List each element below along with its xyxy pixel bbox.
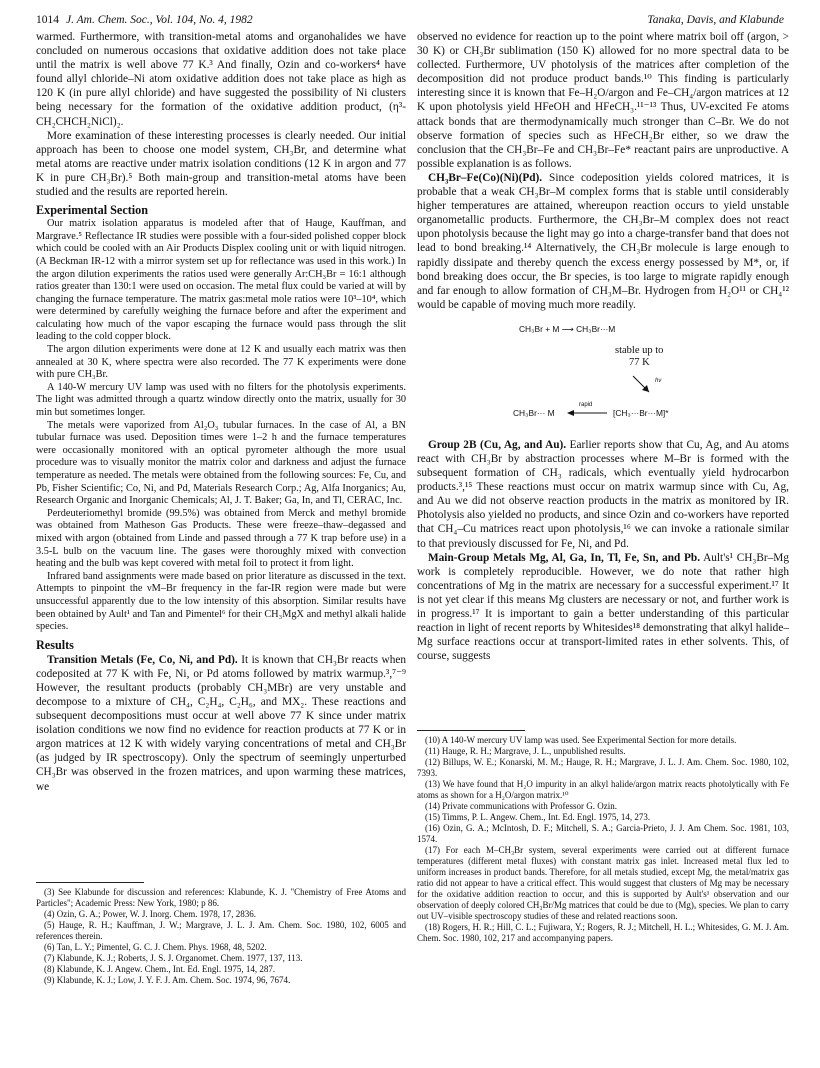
body-paragraph xyxy=(417,551,789,664)
experimental-paragraph: Our matrix isolation apparatus is modeled after that of Hauge, Kauffman, and Margrave.⁵ Reflectance IR studies were possible with a four-sided polished copper block which could be cooled with an Air Products Displex cooling unit or with liquid nitrogen. (A Beckman IR-12 with a mirror system set up for reflectance was used in this work.) In the argon dilution experiments the ratios used were generally Ar:CH₃Br = 16:1 although ratios greater than 130:1 were used on occasion. The metal flux could be varied at will by changing the furnace temperature. The matrix gas:metal mole ratios were 10³–10⁴, which were determined by carefully weighing the furnace before and after the experiment and calculating how much of the vapor escaping the furnace would pass through the slit leading to the cold copper block. xyxy=(36,218,406,343)
footnote-list xyxy=(417,735,789,944)
body-text: Since codeposition yields colored matrices, it is probable that a weak CH₃Br–M complex forms that is stable until considerably higher temperatures are attained, whereupon reaction occurs to yield unstable organometallic products. Furthermore, the CH₃Br–M complex does not react upon photolysis because the light may go into a charge-transfer band that does not lead to bond breaking.¹⁴ Alternatively, the CH₃Br molecule is large enough to rapidly dissipate and thereby quench the excess energy possessed by M*, or, if bond breaking does occur, the Br species, is too large to migrate rapidly enough and far enough to allow formation of CH₃M–Br. Hydrogen from H₂O¹¹ or CH₄¹² would be capable of moving much more readily. xyxy=(417,171,789,311)
footnote: (8) Klabunde, K. J. Angew. Chem., Int. Ed. Engl. 1975, 14, 287. xyxy=(44,964,276,974)
footnote: (6) Tan, L. Y.; Pimentel, G. C. J. Chem. Phys. 1968, 48, 5202. xyxy=(44,942,267,952)
page-number: 1014 xyxy=(36,14,59,26)
scheme-stable-label: stable up to xyxy=(615,344,664,356)
footnote-rule xyxy=(36,882,144,883)
footnote: (16) Ozin, G. A.; McIntosh, D. F.; Mitchell, S. A.; Garcia-Prieto, J. J. Am Chem. Soc. 1981, 103, 1574. xyxy=(417,823,789,844)
subsection-runin: Group 2B (Cu, Ag, and Au). xyxy=(428,438,567,451)
subsection-runin: CH₃Br–Fe(Co)(Ni)(Pd). xyxy=(428,171,543,184)
experimental-paragraph: The argon dilution experiments were done at 12 K and usually each matrix was then annealed at 30 K, where spectra were also recorded. The 77 K experiments were done with pure CH₃Br. xyxy=(36,344,406,381)
body-paragraph: observed no evidence for reaction up to the point where matrix boil off (argon, > 30 K) or CH₃Br sublimation (150 K) allowed for no more spectral data to be collected. Furthermore, UV photolysis of the matrices after completion of the decomposition did not produce product bands.¹⁰ This finding is particularly interesting since it is known that Fe–H₂O/argon and Fe–CH₄/argon matrices at 12 K upon photolysis yield HFeOH and HFeCH₃.¹¹⁻¹³ Thus, UV-excited Fe atoms attack bonds that are thermodynamically much stronger than C–Br. We do not observe formation of species such as HFeCH₂Br either, so we draw the conclusion that the CH₃Br–Fe and CH₃Br–Fe* reactant pairs are unproductive. A possible explanation is as follows. xyxy=(417,31,789,170)
scheme-equation: CH₃Br + M ⟶ CH₃Br···M xyxy=(519,323,616,334)
footnote: (5) Hauge, R. H.; Kauffman, J. W.; Margrave, J. L. J. Am. Chem. Soc. 1980, 102, 6005 and references therein. xyxy=(36,920,406,941)
footnote: (15) Timms, P. L. Angew. Chem., Int. Ed. Engl. 1975, 14, 273. xyxy=(425,812,651,822)
footnote: (17) For each M–CH₃Br system, several experiments were carried out at different furnace temperatures (different metal fluxes) with constant matrix gas inlet. Increased metal flux led to uniform increases in product bands. Therefore, for all metals studied, except Mg, the metal/matrix gas ratio did not appear to have a critical effect. This would suggest that clusters of Mg may be necessary for the oxidative addition reaction to occur, and this is supported by Ault's¹ observation and our observation of deeply colored CH₃Br/Mg matrices that could be due to (Mg)ₓ species. We plan to carry out UV–visible spectroscopy studies of these and related reactions soon. xyxy=(417,845,789,921)
left-footnotes xyxy=(36,876,406,986)
experimental-paragraph: A 140-W mercury UV lamp was used with no filters for the photolysis experiments. The light was admitted through a quartz window directly onto the matrix, usually for 30 min but sometimes longer. xyxy=(36,381,406,419)
footnote-rule xyxy=(417,730,525,731)
subsection-runin: Main-Group Metals Mg, Al, Ga, In, Tl, Fe, Sn, and Pb. xyxy=(428,551,701,564)
scheme-temperature: 77 K xyxy=(629,356,650,368)
hv-label: hν xyxy=(655,377,662,384)
experimental-paragraph: The metals were vaporized from Al₂O₃ tubular furnaces. In the case of Al, a BN tubular furnace was used. Deposition times were 1–2 h and the furnace temperatures were occasionally monitored with an optical pyrometer although the more usual procedure was to visually monitor the matrix color and darkness and adjust the furnace temperature as needed. The metals were obtained from the following sources: Fe, Cu, and Pb, Fisher Scientific; Co, Ni, and Pd, Materials Research Corp.; Ag, Alfa Inorganics; Au, Research Organic and Inorganic Chemicals; Al, J. T. Baker; Ga, In, and Tl, CERAC, Inc. xyxy=(36,419,406,507)
subsection-runin: Transition Metals (Fe, Co, Ni, and Pd). xyxy=(47,653,238,666)
journal-citation: J. Am. Chem. Soc., Vol. 104, No. 4, 1982 xyxy=(66,14,253,26)
body-text: Earlier reports show that Cu, Ag, and Au atoms react with CH₃Br by abstraction processes where M–Br is formed with the subsequent formation of CH₃ radicals, which eventually yield hydrocarbon products.³,¹⁵ These reactions must occur on matrix warmup since with Cu, Ag, and Au we did not observe reaction products in the matrix as monitored by IR. Photolysis also yielded no products, and since Ozin and co-workers have reported that CH₄–Cu matrices react upon photolysis,¹⁶ we can invoke a rationale similar to that previously discussed for Fe, Ni, and Pd. xyxy=(417,438,789,550)
right-footnotes xyxy=(417,724,789,944)
footnote: (18) Rogers, H. R.; Hill, C. L.; Fujiwara, Y.; Rogers, R. J.; Mitchell, H. L.; Whitesides, G. M. J. Am. Chem. Soc. 1980, 102, 217 and accompanying papers. xyxy=(417,922,789,943)
body-text: Ault's¹ CH₃Br–Mg work is completely reproducible. However, we do note that rather high concentrations of Mg in the matrix are necessary for a successful experiment.¹⁷ It is not yet clear if this means Mg clusters are necessary or not, and further work is in progress.¹⁷ It is important to gain a better understanding of this particular reaction in light of recent reports by Whitesides¹⁸ demonstrating that alkyl halide–Mg surface reactions occur at transport-limited rates in ether solvents. This, of course, suggests xyxy=(417,551,789,663)
footnote: (7) Klabunde, K. J.; Roberts, J. S. J. Organomet. Chem. 1977, 137, 113. xyxy=(44,953,303,963)
reaction-scheme xyxy=(417,318,789,430)
section-heading-results: Results xyxy=(36,637,74,652)
running-authors: Tanaka, Davis, and Klabunde xyxy=(647,14,784,26)
running-header xyxy=(36,14,784,30)
results-paragraph xyxy=(36,653,406,794)
left-column xyxy=(36,30,406,794)
footnote: (3) See Klabunde for discussion and references: Klabunde, K. J. "Chemistry of Free Atoms and Particles"; Academic Press: New York, 1980; p 86. xyxy=(36,887,406,908)
footnote: (13) We have found that H₂O impurity in an alkyl halide/argon matrix reacts photolytically with Fe atoms as shown for a H₂O/argon matrix.¹⁰ xyxy=(417,779,789,800)
body-paragraph xyxy=(417,438,789,551)
footnote: (4) Ozin, G. A.; Power, W. J. Inorg. Chem. 1978, 17, 2836. xyxy=(44,909,256,919)
right-column xyxy=(417,30,789,663)
results-text: It is known that CH₃Br reacts when codeposited at 77 K with Fe, Ni, or Pd atoms followed by matrix warmup.³,⁷⁻⁹ However, the resultant products (probably CH₃MBr) are very unstable and decompose to a mixture of CH₄, C₂H₄, C₂H₆, and MX₂. These reactions and subsequent decompositions must occur at well above 77 K since under matrix isolation conditions we now find no evidence for reaction products at 77 K or in argon matrices at 12 K with widely varying concentrations of metal and CH₃Br (as judged by IR spectroscopy). Only the spectrum of seemingly unperturbed CH₃Br was observed in the frozen matrices, and upon warming these matrices, we xyxy=(36,653,407,793)
intro-paragraph: More examination of these interesting processes is clearly needed. Our initial approach has been to choose one model system, CH₃Br, and determine what metal atoms are reactive under matrix isolation conditions (12 K in argon and 77 K in pure CH₃Br).⁵ Both main-group and transition-metal atoms have been studied and the results are reported herein. xyxy=(36,129,406,199)
rapid-label: rapid xyxy=(579,401,593,408)
footnote: (12) Billups, W. E.; Konarski, M. M.; Hauge, R. H.; Margrave, J. L. J. Am. Chem. Soc. 1980, 102, 7393. xyxy=(417,757,789,778)
footnote: (9) Klabunde, K. J.; Low, J. Y. F. J. Am. Chem. Soc. 1974, 96, 7674. xyxy=(44,975,291,985)
footnote: (10) A 140-W mercury UV lamp was used. See Experimental Section for more details. xyxy=(425,735,737,745)
scheme-excited-complex: [CH₃···Br···M]* xyxy=(613,407,669,418)
body-paragraph xyxy=(417,171,789,312)
experimental-paragraph: Perdeuteriomethyl bromide (99.5%) was obtained from Merck and methyl bromide was obtained from Matheson Gas Products. These were freeze–thaw–degassed and mixed with argon (obtained from Linde and passed through a 77 K trap before use) in a 3.5-L bulb on the vacuum line. The gases were thoroughly mixed with convection heating and the bulb was kept covered with metal foil to protect it from light. xyxy=(36,507,406,570)
footnote-list xyxy=(36,887,406,986)
scheme-product: CH₃Br··· M xyxy=(513,407,555,418)
intro-paragraph: warmed. Furthermore, with transition-metal atoms and organohalides we have concluded on numerous occasions that oxidative addition does not take place until the matrix is well above 77 K.³ And finally, Ozin and co-workers⁴ have found allyl chloride–Ni atom oxidative addition does not take place as high as 120 K (in pure allyl chloride) and have suggested the possibility of Ni clusters being necessary for the formation of the oxidative addition product, (η³-CH₂CHCH₂NiCl)₂. xyxy=(36,31,406,128)
footnote: (14) Private communications with Professor G. Ozin. xyxy=(425,801,617,811)
experimental-paragraph: Infrared band assignments were made based on prior literature as discussed in the text. Attempts to pinpoint the νM–Br frequency in the far-IR region were made but were unsuccessful apparently due to the low intensity of this absorption. Similar results have been obtained by Ault¹ and Tan and Pimentel⁶ for their CH₃MgX and methyl alkali halide species. xyxy=(36,570,406,633)
section-heading-experimental: Experimental Section xyxy=(36,203,149,218)
footnote: (11) Hauge, R. H.; Margrave, J. L., unpublished results. xyxy=(425,746,626,756)
